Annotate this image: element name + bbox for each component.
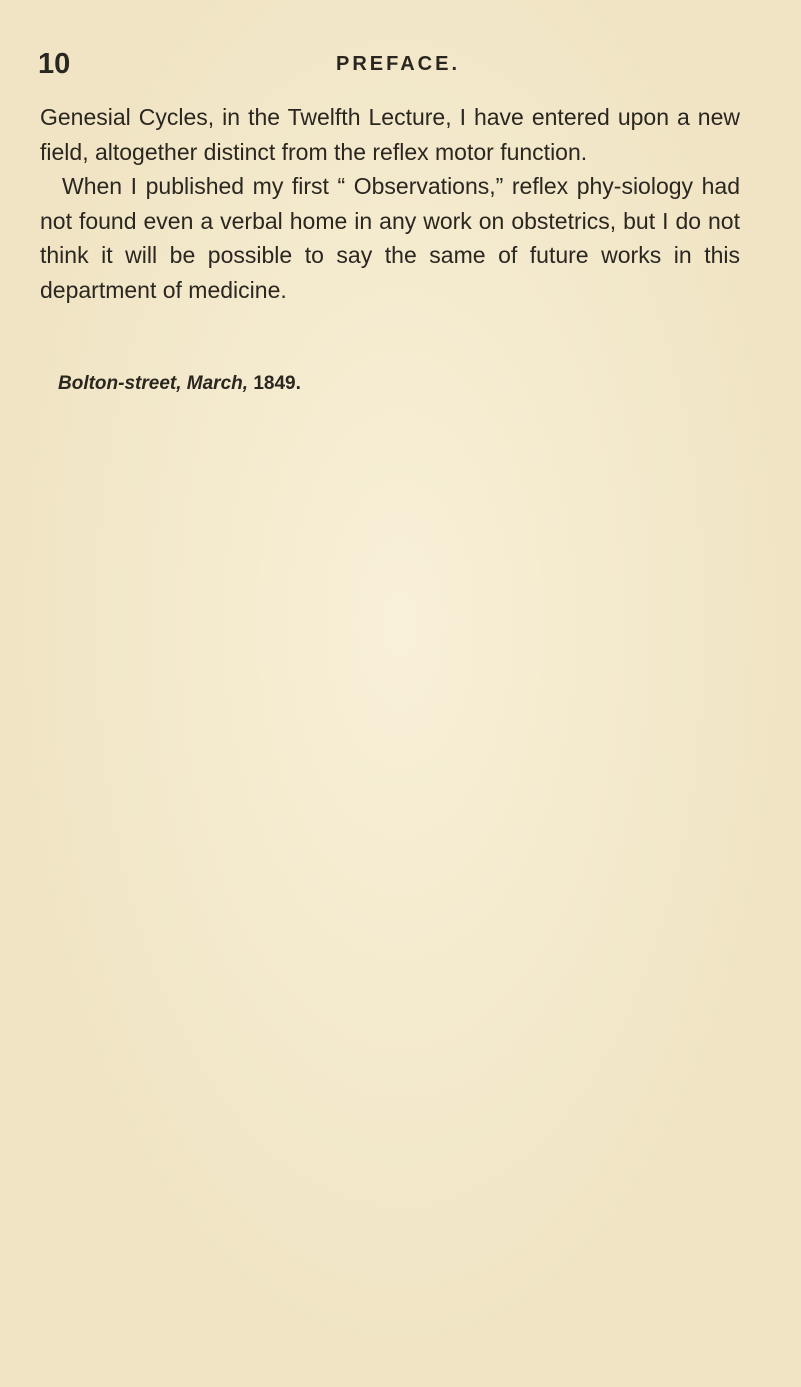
header-title: PREFACE. [336,53,461,75]
signature [58,373,301,395]
signature-year: 1849. [253,373,301,394]
running-head [38,48,738,84]
paragraph: When I published my first “ Observations,” reflex phy-siology had not found even a verbal home in any work on obstetrics, but I do not think it will be possible to say the same of future works in this department of medicine. [40,173,740,303]
body-text [40,100,740,307]
page-number: 10 [38,48,71,80]
signature-place: Bolton-street, March, [58,373,249,394]
paragraph: Genesial Cycles, in the Twelfth Lecture, I have entered upon a new field, altogether distinct from the reflex motor function. [40,104,740,165]
